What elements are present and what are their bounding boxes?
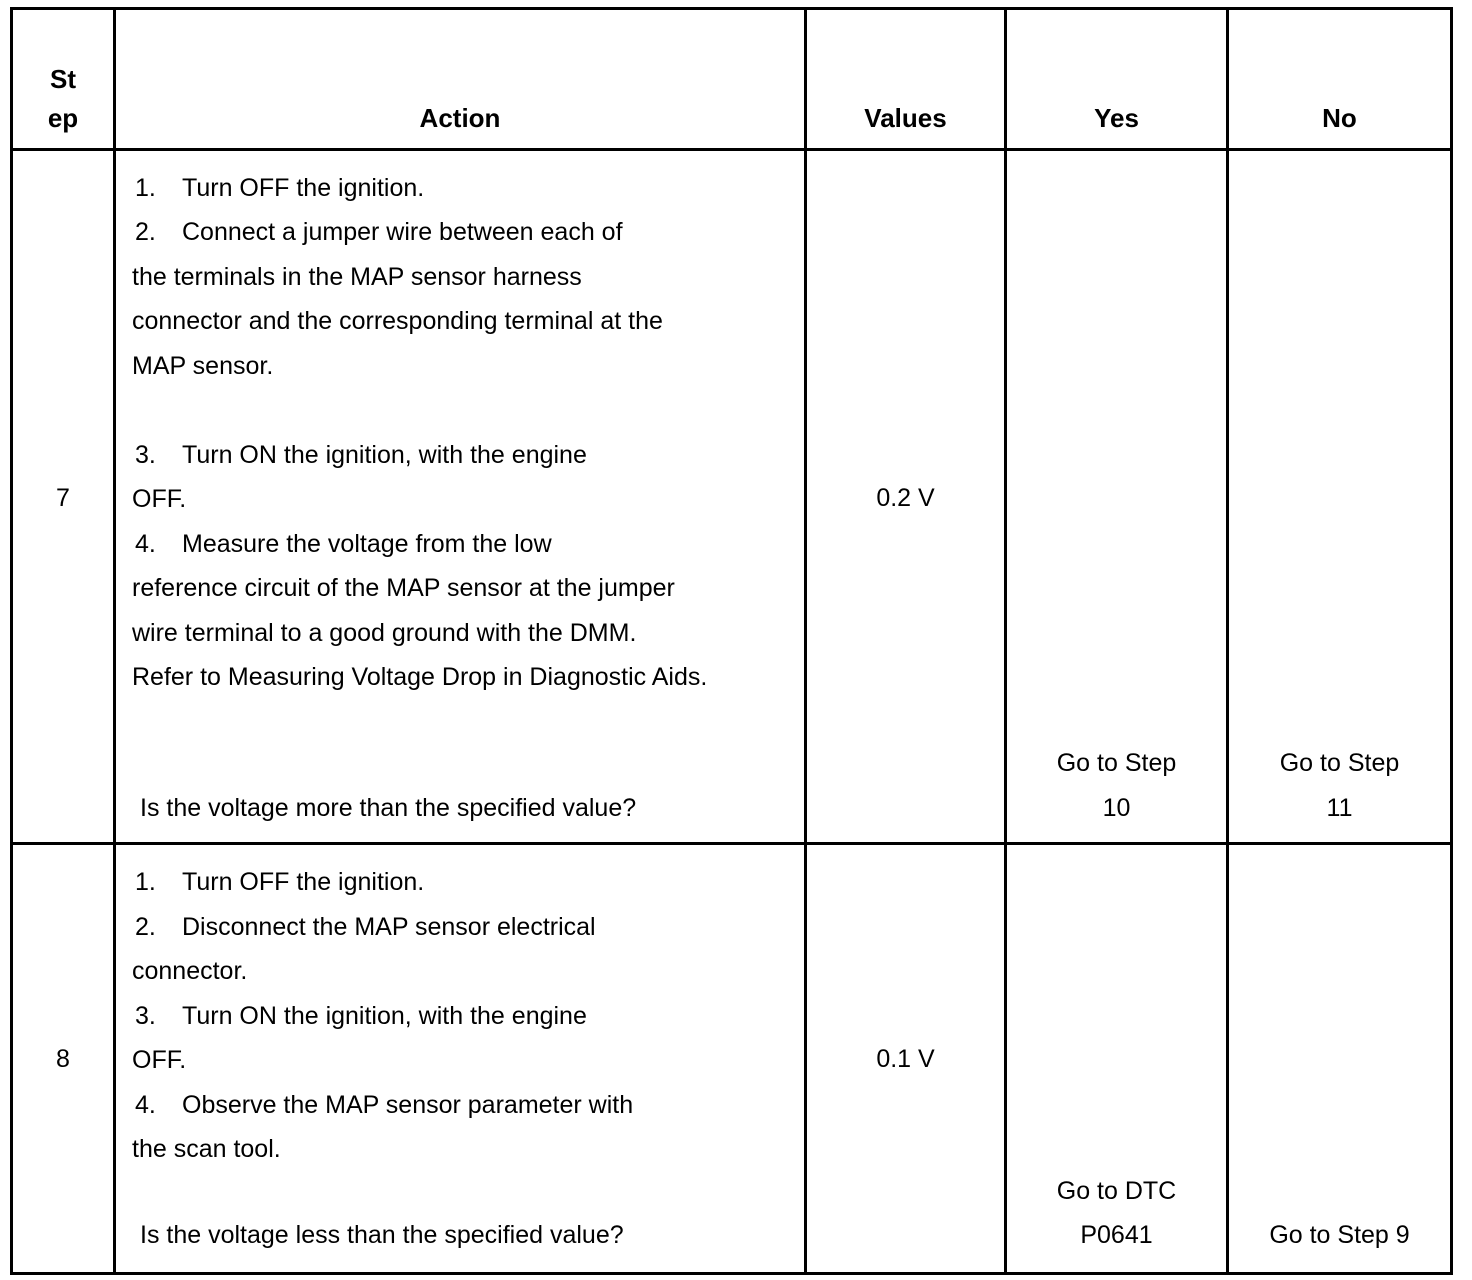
value-cell (806, 150, 1006, 844)
action-line: connector. (132, 957, 248, 985)
action-text: Turn OFF the ignition. (182, 868, 425, 896)
action-line: MAP sensor. (132, 352, 274, 380)
action-line (133, 1083, 633, 1128)
action-line: wire terminal to a good ground with the DMM. (132, 619, 637, 647)
yes-cell (1006, 844, 1228, 1274)
action-line: connector and the corresponding terminal at the (132, 307, 663, 335)
action-line (133, 522, 552, 567)
header-no: No (1228, 9, 1452, 150)
header-step (12, 9, 115, 150)
no-result-line-1: Go to Step (1279, 749, 1400, 777)
step-index: 1. (135, 868, 156, 896)
step-index: 2. (135, 913, 156, 941)
action-text: Measure the voltage from the low (182, 530, 552, 558)
table-row (12, 844, 1452, 1274)
table-row (12, 150, 1452, 844)
action-line (133, 210, 623, 255)
step-cell (12, 150, 115, 844)
action-text: Turn ON the ignition, with the engine (182, 441, 587, 469)
action-text: Connect a jumper wire between each of (182, 218, 623, 246)
no-result-line-2: 11 (1326, 794, 1353, 822)
action-line: OFF. (132, 1046, 187, 1074)
header-action: Action (115, 9, 806, 150)
specified-value: 0.2 V (876, 484, 935, 512)
specified-value: 0.1 V (876, 1045, 935, 1073)
no-result-line-1: Go to Step 9 (1269, 1221, 1410, 1249)
step-index: 4. (135, 530, 156, 558)
action-line: the terminals in the MAP sensor harness (132, 263, 582, 291)
action-text: Disconnect the MAP sensor electrical (182, 913, 596, 941)
action-line: reference circuit of the MAP sensor at the jumper (132, 574, 675, 602)
yes-result-line-1: Go to Step (1056, 749, 1177, 777)
header-yes: Yes (1006, 9, 1228, 150)
action-cell (115, 150, 806, 844)
action-line: the scan tool. (132, 1135, 281, 1163)
step-index: 1. (135, 174, 156, 202)
header-step-line-2: ep (47, 103, 79, 133)
yes-result-line-1: Go to DTC (1056, 1177, 1177, 1205)
no-cell (1228, 844, 1452, 1274)
action-line: Refer to Measuring Voltage Drop in Diagnostic Aids. (132, 663, 708, 691)
action-line (133, 433, 587, 478)
diagnostic-table (10, 7, 1453, 1275)
step-number: 8 (56, 1045, 70, 1073)
action-question: Is the voltage more than the specified value? (140, 794, 637, 822)
action-question: Is the voltage less than the specified value? (140, 1221, 624, 1249)
action-text: Observe the MAP sensor parameter with (182, 1091, 634, 1119)
action-line (133, 905, 596, 950)
value-cell (806, 844, 1006, 1274)
step-number: 7 (56, 484, 70, 512)
action-text: Turn OFF the ignition. (182, 174, 425, 202)
step-cell (12, 844, 115, 1274)
action-text: Turn ON the ignition, with the engine (182, 1002, 587, 1030)
yes-cell (1006, 150, 1228, 844)
yes-result-line-2: P0641 (1080, 1221, 1153, 1249)
header-step-line-1: St (50, 64, 76, 94)
action-line: OFF. (132, 485, 187, 513)
step-index: 2. (135, 218, 156, 246)
step-index: 4. (135, 1091, 156, 1119)
step-index: 3. (135, 441, 156, 469)
action-line (133, 860, 424, 905)
action-cell (115, 844, 806, 1274)
yes-result-line-2: 10 (1102, 794, 1131, 822)
header-values: Values (806, 9, 1006, 150)
no-cell (1228, 150, 1452, 844)
action-line (133, 166, 424, 211)
step-index: 3. (135, 1002, 156, 1030)
action-line (133, 994, 587, 1039)
header-row (12, 9, 1452, 150)
